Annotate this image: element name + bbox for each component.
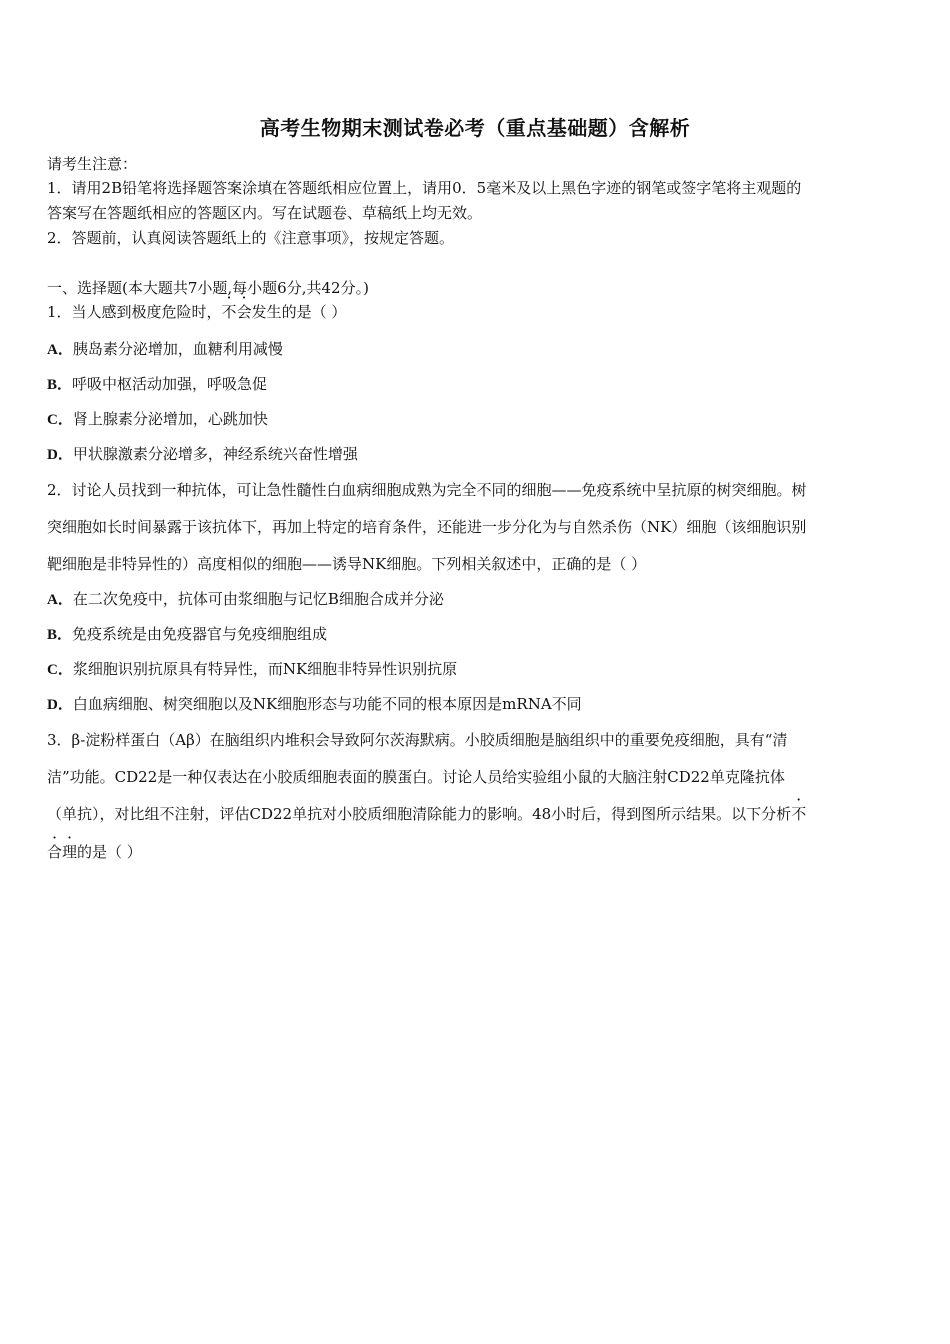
- question-1-stem: [47, 302, 346, 322]
- option-text: 甲状腺激素分泌增多，神经系统兴奋性增强: [72, 445, 358, 463]
- question-1-option-d: [47, 444, 358, 465]
- question-1-stem-pre: 1．当人感到极度危险时，: [47, 303, 222, 321]
- option-text: 免疫系统是由免疫器官与免疫细胞组成: [72, 625, 328, 643]
- option-text: 肾上腺素分泌增加，心跳加快: [72, 410, 268, 428]
- question-2-option-b: [47, 624, 327, 645]
- option-text: 在二次免疫中，抗体可由浆细胞与记忆B细胞合成并分泌: [72, 590, 444, 608]
- option-label: D．: [47, 697, 73, 713]
- option-text: 白血病细胞、树突细胞以及NK细胞形态与功能不同的根本原因是mRNA不同: [72, 695, 582, 713]
- notice-item-2: 2．答题前，认真阅读答题纸上的《注意事项》，按规定答题。: [47, 229, 455, 247]
- question-2-line-3: 靶细胞是非特异性的）高度相似的细胞——诱导NK细胞。下列相关叙述中，正确的是（ ）: [47, 555, 647, 573]
- question-3-line-4: [47, 842, 142, 862]
- emphasis-char: 不: [221, 303, 237, 321]
- question-2-line-2: 突细胞如长时间暴露于该抗体下，再加上特定的培育条件，还能进一步分化为与自然杀伤（NK）细胞（该细胞识别: [47, 518, 807, 536]
- page-title: 高考生物期末测试卷必考（重点基础题）含解析: [259, 116, 691, 140]
- option-label: A．: [47, 342, 73, 358]
- question-3-line-1: 3．β-淀粉样蛋白（Aβ）在脑组织内堆积会导致阿尔茨海默病。小胶质细胞是脑组织中的重要免疫细胞，具有“清: [47, 731, 788, 749]
- emphasis-char: 不: [791, 805, 807, 823]
- option-label: B．: [47, 627, 73, 643]
- question-2-line-1: 2．讨论人员找到一种抗体，可让急性髓性白血病细胞成熟为完全不同的细胞——免疫系统中呈抗原的树突细胞。树: [47, 481, 807, 499]
- question-1-option-c: [47, 409, 268, 430]
- option-label: B．: [47, 377, 73, 393]
- option-text: 胰岛素分泌增加，血糖利用减慢: [72, 340, 283, 358]
- option-text: 呼吸中枢活动加强，呼吸急促: [72, 375, 268, 393]
- question-3-line-3: [47, 804, 806, 824]
- notice-item-1-line-1: 1．请用2B铅笔将选择题答案涂填在答题纸相应位置上，请用0．5毫米及以上黑色字迹的钢笔或签字笔将主观题的: [47, 179, 802, 197]
- question-1-option-b: [47, 374, 267, 395]
- notice-heading: 请考生注意：: [47, 155, 138, 173]
- emphasis-char: 理: [62, 843, 78, 861]
- option-label: A．: [47, 592, 73, 608]
- question-3-line-3-text: （单抗），对比组不注射，评估CD22单抗对小胶质细胞清除能力的影响。48小时后，得到图所示结果。以下分析: [47, 805, 792, 823]
- option-label: C．: [47, 662, 73, 678]
- question-2-option-a: [47, 589, 444, 610]
- emphasis-char: 合: [47, 843, 63, 861]
- question-2-option-d: [47, 694, 582, 715]
- question-2-option-c: [47, 659, 457, 680]
- notice-item-1-line-2: 答案写在答题纸相应的答题区内。写在试题卷、草稿纸上均无效。: [47, 204, 483, 222]
- question-1-option-a: [47, 339, 283, 360]
- option-label: C．: [47, 412, 73, 428]
- question-3-line-4-text: 的是（ ）: [77, 843, 142, 861]
- question-3-line-2: 洁”功能。CD22是一种仅表达在小胶质细胞表面的膜蛋白。讨论人员给实验组小鼠的大脑注射CD22单克隆抗体: [47, 768, 785, 786]
- question-1-stem-post: 发生的是（ ）: [251, 303, 347, 321]
- section-heading: 一、选择题(本大题共7小题,每小题6分,共42分。): [47, 279, 369, 297]
- option-label: D．: [47, 447, 73, 463]
- emphasis-char: 会: [236, 303, 252, 321]
- option-text: 浆细胞识别抗原具有特异性，而NK细胞非特异性识别抗原: [72, 660, 458, 678]
